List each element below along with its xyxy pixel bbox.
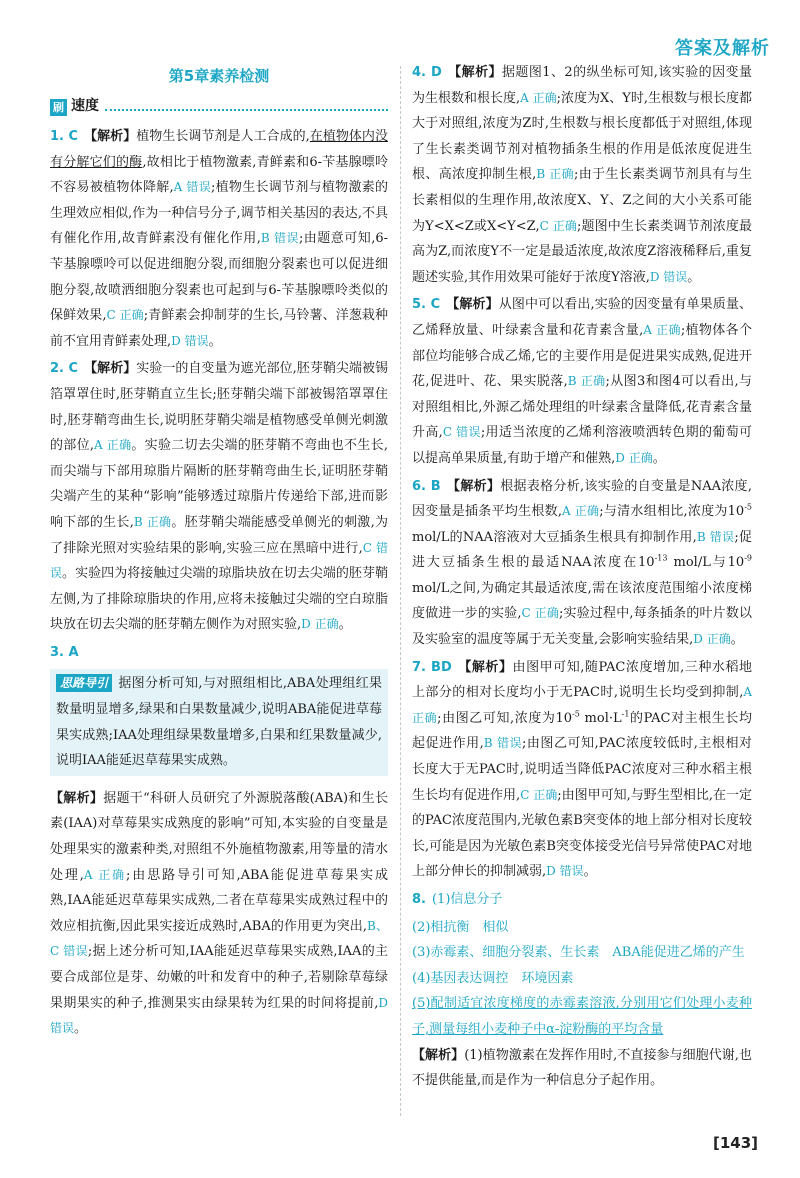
option-verdict: D 正确 xyxy=(301,617,339,632)
option-verdict: A 错误 xyxy=(173,180,211,195)
option-verdict: C 正确 xyxy=(521,606,559,621)
analysis-text: ;由图乙可知,浓度为10 xyxy=(437,710,573,726)
option-verdict: C 正确 xyxy=(539,218,577,233)
analysis-text: 。 xyxy=(687,269,701,285)
analysis-text: 。 xyxy=(74,1021,88,1037)
question-number: 3. A xyxy=(50,644,79,660)
option-verdict: B 正确 xyxy=(536,167,575,182)
analysis-text: 植物生长调节剂是人工合成的, xyxy=(136,129,310,144)
analysis-text: (1)植物激素在发挥作用时,不直接参与细胞代谢,也不提供能量,而是作为一种信息分子起作用。 xyxy=(412,1047,752,1089)
analysis-text: ;题图中生长素类调节剂浓度最高为Z,而浓度Y不一定是最适浓度,故浓度Z溶液稀释后,重复题述实验,其作用效果可能好于浓度Y溶液, xyxy=(412,218,752,285)
analysis-text: ;由图甲可知,与野生型相比,在一定的PAC浓度范围内,光敏色素B突变体的地上部分相对长度较长,可能是因为光敏色素B突变体接受光信号异常使PAC对地上部分伸长的抑制减弱, xyxy=(412,787,752,880)
exponent: -5 xyxy=(572,709,580,719)
analysis-text: 。 xyxy=(583,864,597,880)
option-verdict: D 正确 xyxy=(693,632,731,647)
answer-4 xyxy=(412,60,752,290)
exponent: -5 xyxy=(744,502,752,512)
analysis-text: 。 xyxy=(652,450,666,466)
question-number: 8. xyxy=(412,892,426,907)
option-verdict: C 正确 xyxy=(520,787,558,802)
analysis-label: 【解析】 xyxy=(447,65,502,80)
analysis-label: 【解析】 xyxy=(457,659,513,675)
analysis-label: 【解析】 xyxy=(50,790,104,806)
analysis-text: ;由思路导引可知,ABA能促进草莓果实成熟,IAA能延迟草莓果实成熟,二者在草莓果实成熟过程中的效应相抗衡,因此果实接近成熟时,ABA的作用更为突出, xyxy=(50,867,389,934)
answer-6 xyxy=(412,474,752,653)
option-verdict: B 错误 xyxy=(696,529,735,544)
analysis-text: ;实验过程中,每条插条的叶片数以及实验室的温度等属于无关变量,会影响实验结果, xyxy=(412,606,753,648)
question-number: 4. D xyxy=(412,65,442,80)
option-verdict: B 错误 xyxy=(260,231,299,246)
option-verdict: C 正确 xyxy=(106,308,144,323)
answer-line: (4)基因表达调控 环境因素 xyxy=(412,970,574,986)
analysis-text: ;与清水组相比,浓度为10 xyxy=(599,504,745,520)
question-number: 6. B xyxy=(412,478,441,494)
option-verdict: B 正确 xyxy=(567,374,606,389)
question-number: 1. C xyxy=(50,129,79,144)
analysis-label: 【解析】 xyxy=(446,478,501,494)
section-badge: 刷 xyxy=(50,99,67,116)
analysis-text: 。实验二切去尖端的胚芽鞘不弯曲也不生长,而尖端与下部用琼脂片隔断的胚芽鞘弯曲生长,证明胚芽鞘尖端产生的某种“影响”能够透过琼脂片传递给下部,进而影响下部的生长, xyxy=(50,438,389,530)
chapter-title: 第5章素养检测 xyxy=(168,67,270,85)
option-verdict: B、C 错误 xyxy=(50,918,388,959)
option-verdict: A 正确 xyxy=(412,685,752,725)
exponent: -9 xyxy=(744,553,753,563)
question-number: 5. C xyxy=(412,297,441,313)
answer-2 xyxy=(50,356,388,638)
analysis-text: mol/L与10 xyxy=(667,555,745,571)
analysis-text: 。 xyxy=(208,333,222,349)
option-verdict: D 正确 xyxy=(615,450,653,465)
analysis-text: 根据表格分析,该实验的自变量是NAA浓度,因变量是插条平均生根数, xyxy=(412,478,752,520)
answer-7 xyxy=(412,655,752,885)
answer-8-analysis xyxy=(412,1043,752,1094)
analysis-text: 。 xyxy=(730,632,744,648)
analysis-text: ;由图乙可知,PAC浓度较低时,主根相对长度大于无PAC时,说明适当降低PAC浓度对三种水稻主根生长均有促进作用, xyxy=(412,736,752,803)
analysis-text: mol/L的NAA溶液对大豆插条生根具有抑制作用, xyxy=(412,529,697,545)
analysis-text: ;青鲜素会抑制芽的生长,马铃薯、洋葱栽种前不宜用青鲜素处理, xyxy=(50,308,389,349)
analysis-text: ;据上述分析可知,IAA能延迟草莓果实成熟,IAA的主要合成部位是芽、幼嫩的叶和发育中的种子,若剔除草莓绿果期果实的种子,推测果实由绿果转为红果的时间将提前, xyxy=(50,944,389,1011)
analysis-text: ;由于生长素类调节剂具有与生长素相似的生理作用,故浓度X、Y、Z之间的大小关系可能为Y<X<Z或X<Y<Z, xyxy=(412,167,752,234)
thinking-guide-box xyxy=(50,669,388,775)
analysis-text: ;促进大豆插条生根的最适NAA浓度在10 xyxy=(412,529,752,571)
analysis-text: ;从图3和图4可以看出,与对照组相比,外源乙烯处理组的叶绿素含量降低,花青素含量升高, xyxy=(412,374,752,441)
option-verdict: A 正确 xyxy=(643,322,681,337)
option-verdict: A 正确 xyxy=(94,438,132,453)
option-verdict: B 正确 xyxy=(133,514,172,529)
underlined-text: 在植物体内没有分解它们的酶 xyxy=(50,129,388,170)
analysis-text: 。 xyxy=(338,617,352,633)
answer-3 xyxy=(50,786,388,1042)
option-verdict: D 错误 xyxy=(649,269,688,284)
section-header xyxy=(50,96,388,118)
answer-line: (3)赤霉素、细胞分裂素、生长素 ABA能促进乙烯的产生 xyxy=(412,945,745,961)
analysis-text: 。胚芽鞘尖端能感受单侧光的刺激,为了排除光照对实验结果的影响,实验三应在黑暗中进行, xyxy=(50,514,388,556)
analysis-text: 实验一的自变量为遮光部位,胚芽鞘尖端被锡箔罩罩住时,胚芽鞘直立生长;胚芽鞘尖端下部被锡箔罩罩住时,胚芽鞘弯曲生长,说明胚芽鞘尖端是植物感受单侧光刺激的部位, xyxy=(50,361,388,454)
question-number: 7. BD xyxy=(412,659,452,675)
analysis-text: 据题干“科研人员研究了外源脱落酸(ABA)和生长素(IAA)对草莓果实成熟度的影响”可知,本实验的自变量是处理果实的激素种类,对照组不外施植物激素,用等量的清水处理, xyxy=(50,790,388,883)
analysis-text: ;植物体各个部位均能够合成乙烯,它的主要作用是促进果实成熟,促进开花,促进叶、花、果实脱落, xyxy=(412,322,752,390)
analysis-text: ;由题意可知,6-苄基腺嘌呤可以促进细胞分裂,而细胞分裂素也可以促进细胞分裂,故喷洒细胞分裂素也可起到与6-苄基腺嘌呤类似的保鲜效果, xyxy=(50,231,388,324)
page-number-value: 143 xyxy=(719,1134,752,1152)
analysis-label: 【解析】 xyxy=(446,297,499,313)
header-tab: 答案及解析 xyxy=(675,38,770,59)
analysis-text: 。实验四为将接触过尖端的琼脂块放在切去尖端的胚芽鞘左侧,为了排除琼脂块的作用,应将未接触过尖端的空白琼脂块放在切去尖端的胚芽鞘左侧作为对照实验, xyxy=(50,566,388,633)
answer-5 xyxy=(412,292,752,471)
option-verdict: C 错误 xyxy=(442,425,481,440)
analysis-text: ;植物生长调节剂与植物激素的生理效应相似,作为一种信号分子,调节相关基因的表达,不具有催化作用,故青鲜素没有催化作用, xyxy=(50,180,388,247)
answer-1 xyxy=(50,124,388,354)
analysis-label: 【解析】 xyxy=(84,361,137,377)
answer-3-heading xyxy=(50,640,388,666)
column-divider xyxy=(400,66,401,1116)
answer-8 xyxy=(412,887,752,913)
option-verdict: D 错误 xyxy=(50,995,388,1036)
option-verdict: A 正确 xyxy=(562,504,600,519)
analysis-text: ,故相比于植物激素,青鲜素和6-苄基腺嘌呤不容易被植物体降解, xyxy=(50,154,388,196)
question-number: 2. C xyxy=(50,361,79,377)
analysis-text: mol/L之间,为确定其最适浓度,需在该浓度范围缩小浓度梯度做进一步的实验, xyxy=(412,580,752,622)
answer-line: (1)信息分子 xyxy=(431,892,503,907)
analysis-text: 据题图1、2的纵坐标可知,该实验的因变量为生根数和根长度, xyxy=(412,65,752,106)
left-column xyxy=(50,60,388,1044)
exponent: -1 xyxy=(621,709,630,719)
analysis-text: ;用适当浓度的乙烯利溶液喷洒转色期的葡萄可以提高单果质量,有助于增产和催熟, xyxy=(412,425,752,466)
answer-line: (2)相抗衡 相似 xyxy=(412,919,509,935)
thinking-guide-badge: 思路导引 xyxy=(56,674,112,692)
section-label: 速度 xyxy=(71,98,99,115)
right-column xyxy=(412,60,752,1096)
section-divider xyxy=(105,109,388,111)
option-verdict: A 正确 xyxy=(520,90,557,105)
analysis-text: 从图中可以看出,实验的因变量有单果质量、乙烯释放量、叶绿素含量和花青素含量, xyxy=(412,297,752,338)
option-verdict: B 错误 xyxy=(483,736,522,751)
option-verdict: C 错误 xyxy=(50,540,389,581)
option-verdict: D 错误 xyxy=(171,333,209,348)
analysis-label: 【解析】 xyxy=(412,1047,465,1063)
analysis-text: 的PAC对主根生长均起促进作用, xyxy=(412,710,752,752)
option-verdict: D 错误 xyxy=(546,864,584,879)
exponent: -13 xyxy=(654,553,668,563)
thinking-guide-text: 据图分析可知,与对照组相比,ABA处理组红果数量明显增多,绿果和白果数量减少,说明ABA能促进草莓果实成熟;IAA处理组绿果数量增多,白果和红果数量减少,说明IAA能延迟草莓果实成熟。 xyxy=(56,676,382,769)
analysis-label: 【解析】 xyxy=(84,129,137,144)
option-verdict: A 正确 xyxy=(83,867,127,882)
answer-line: (5)配制适宜浓度梯度的赤霉素溶液,分别用它们处理小麦种子,测量每组小麦种子中α-淀粉酶的平均含量 xyxy=(412,996,752,1037)
analysis-text: ;浓度为X、Y时,生根数与根长度都大于对照组,浓度为Z时,生根数与根长度都低于对照组,体现了生长素类调节剂对植物插条生根的作用是低浓度促进生根、高浓度抑制生根, xyxy=(412,90,752,183)
page-number: [143] xyxy=(712,1134,758,1152)
analysis-text: 由图甲可知,随PAC浓度增加,三种水稻地上部分的相对长度均小于无PAC时,说明生长均受到抑制, xyxy=(412,659,752,701)
analysis-text: mol·L xyxy=(579,710,622,726)
